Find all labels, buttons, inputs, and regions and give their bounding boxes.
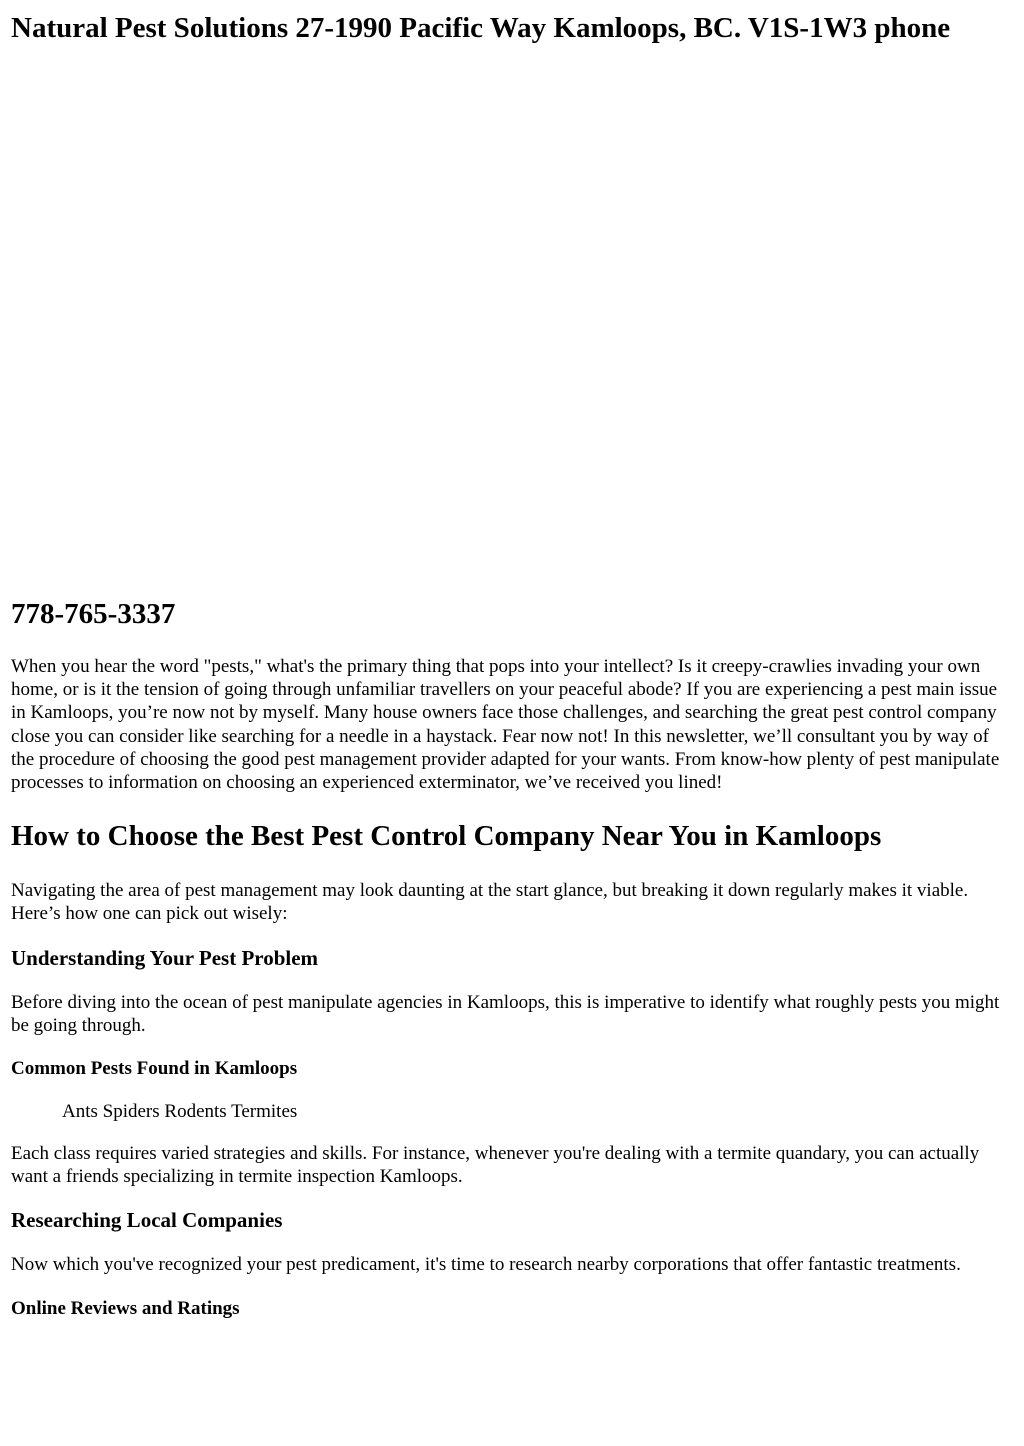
page-title: Natural Pest Solutions 27-1990 Pacific Way Kamloops, BC. V1S-1W3 phone — [11, 12, 951, 44]
understanding-paragraph: Before diving into the ocean of pest manipulate agencies in Kamloops, this is imperative to identify what roughly pests you might be going through. — [11, 991, 1000, 1036]
understanding-heading: Understanding Your Pest Problem — [11, 945, 319, 970]
researching-paragraph: Now which you've recognized your pest predicament, it's time to research nearby corporations that offer fantastic treatments. — [11, 1254, 961, 1276]
intro-paragraph: When you hear the word "pests," what's the primary thing that pops into your intellect? Is it creepy-crawlies invading your own home, or is it the tension of going through unfamiliar travellers on your peaceful abode? If you are experiencing a pest main issue in Kamloops, you’re now not by myself. Many house owners face those challenges, and searching the great pest control company close you can consider like searching for a needle in a haystack. Fear now not! In this newsletter, we’ll consultant you by way of the procedure of choosing the good pest management provider adapted for your wants. From know-how plenty of pest manipulate processes to information on choosing an experienced exterminator, we’ve received you lined! — [11, 656, 1000, 794]
common-pests-list: Ants Spiders Rodents Termites — [62, 1101, 298, 1123]
reviews-heading: Online Reviews and Ratings — [11, 1297, 240, 1319]
researching-heading: Researching Local Companies — [11, 1208, 283, 1233]
common-pests-heading: Common Pests Found in Kamloops — [11, 1058, 298, 1080]
section-heading: How to Choose the Best Pest Control Company Near You in Kamloops — [11, 820, 882, 853]
section-intro-paragraph: Navigating the area of pest management may look daunting at the start glance, but breaking it down regularly makes it viable. Here’s how one can pick out wisely: — [11, 880, 969, 925]
common-pests-paragraph: Each class requires varied strategies and skills. For instance, whenever you're dealing with a termite quandary, you can actually want a friends specializing in termite inspection Kamloops. — [11, 1143, 980, 1188]
map-embed-placeholder — [11, 45, 1011, 597]
phone-number: 778-765-3337 — [11, 598, 176, 630]
